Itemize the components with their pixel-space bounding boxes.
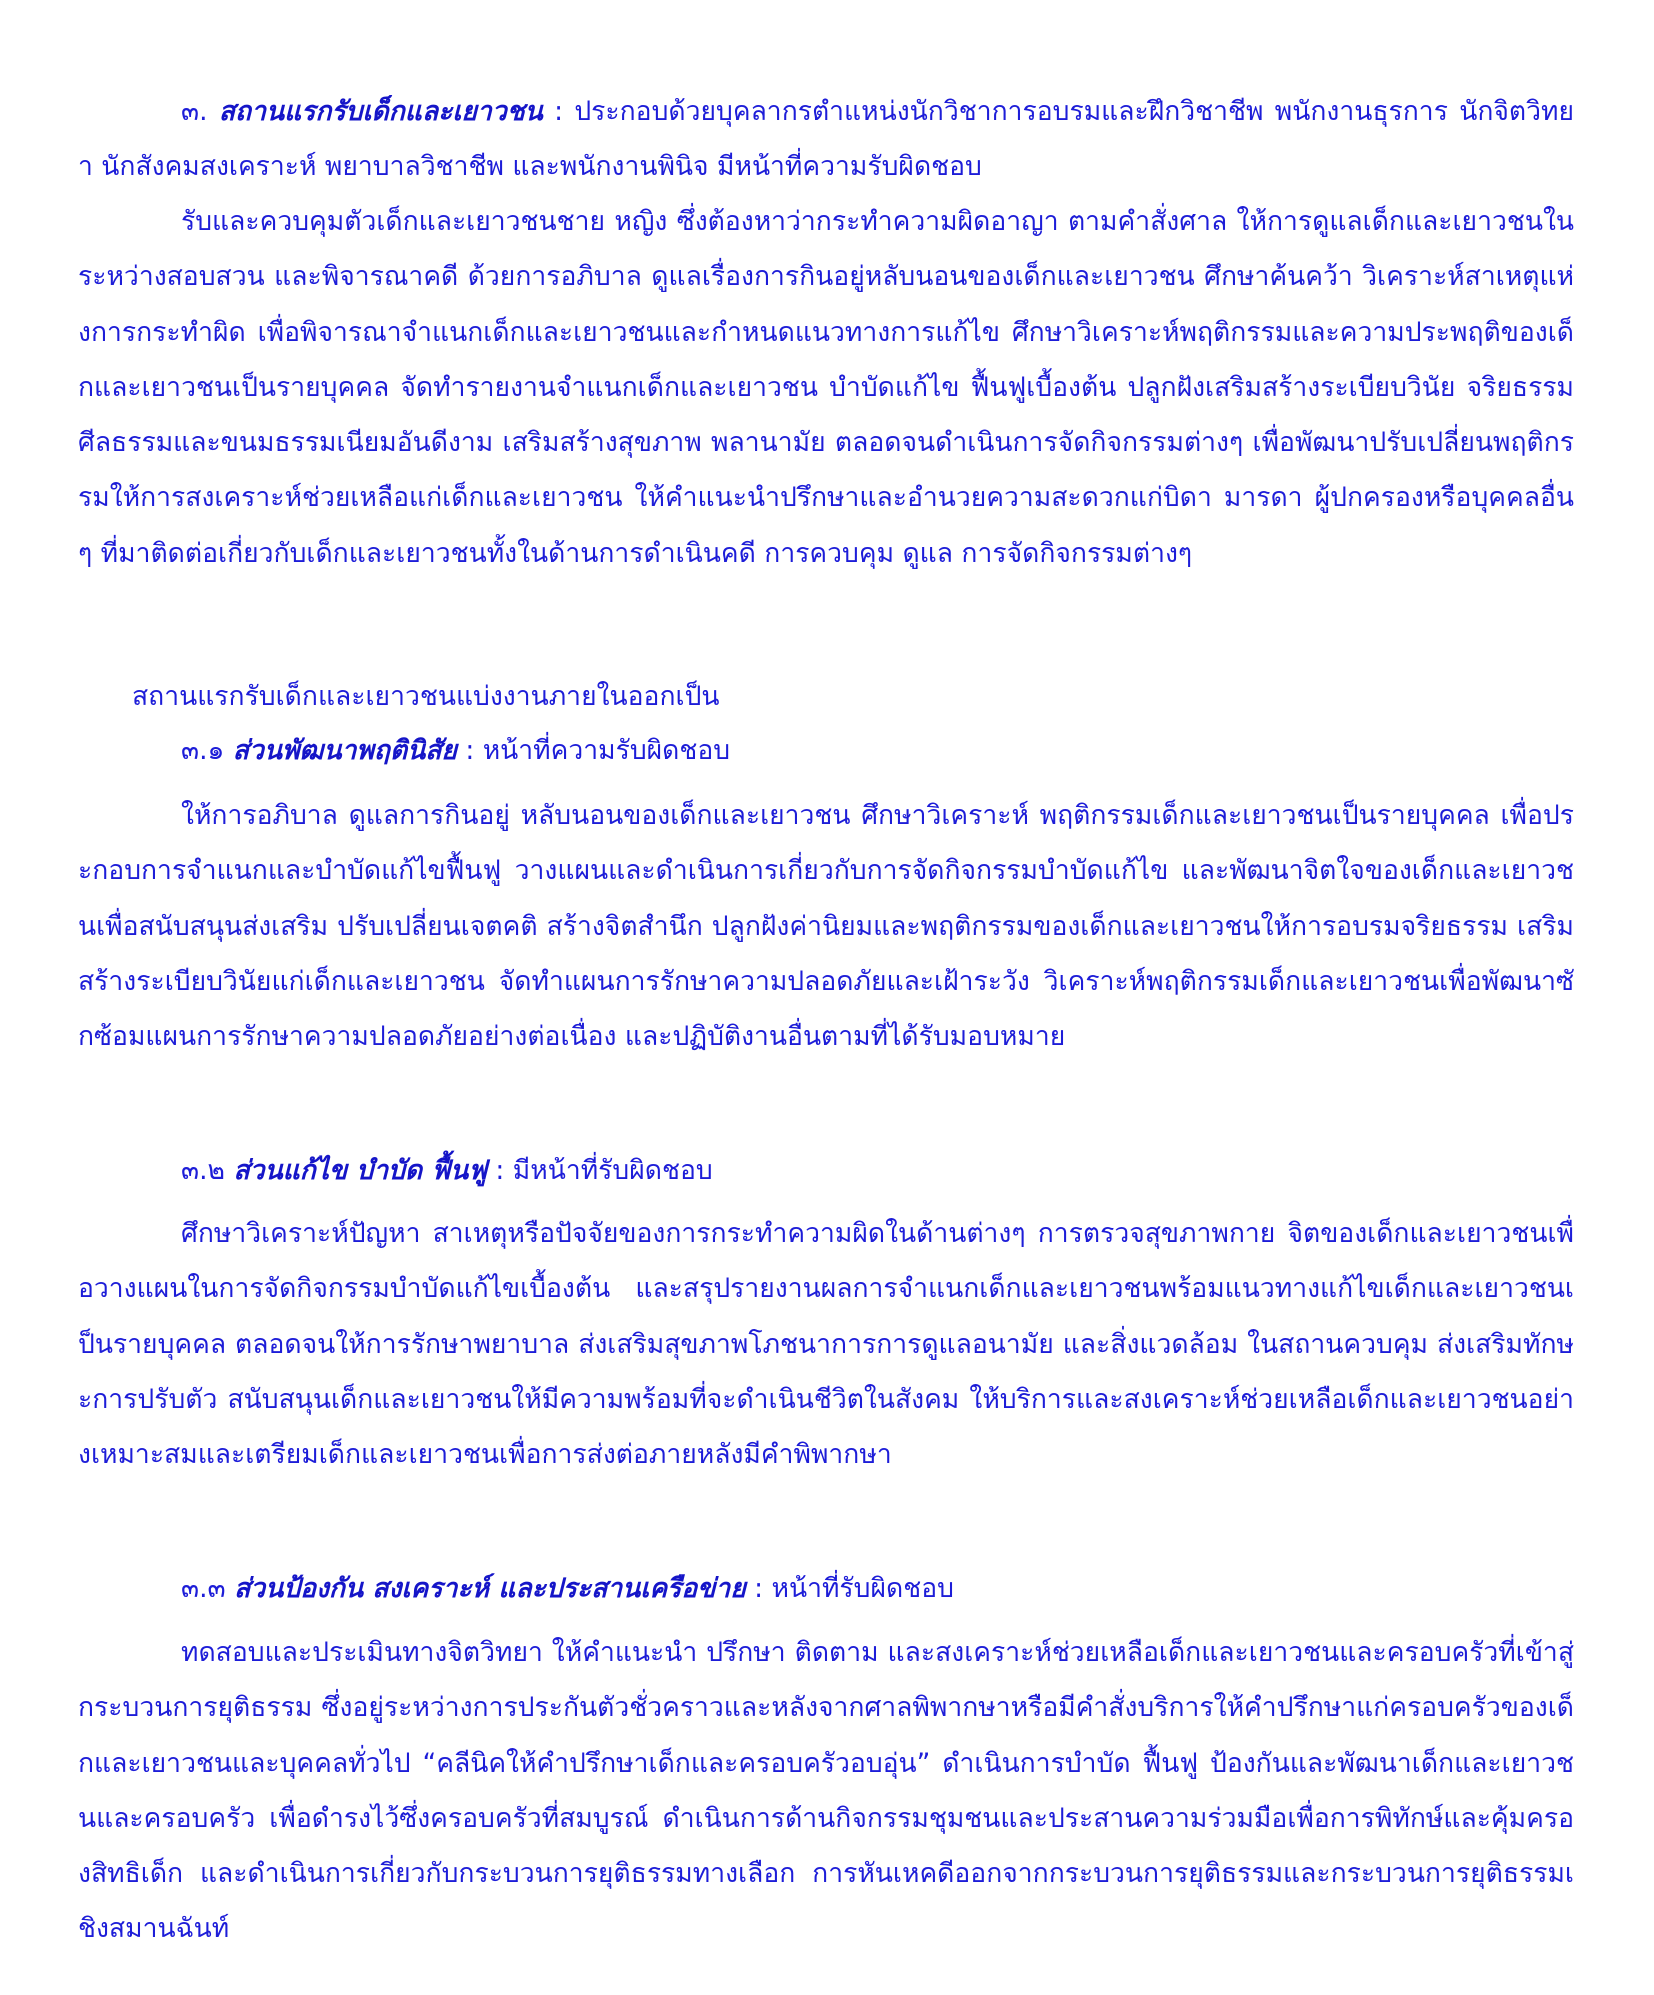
section-3-1-body: ให้การอภิบาล ดูแลการกินอยู่ หลับนอนของเด็กและเยาวชน ศึกษาวิเคราะห์ พฤติกรรมเด็กและเยาวชนเป็นรายบุคคล เพื่อประกอบการจำแนกและบำบัดแก้ไขฟื้นฟู วางแผนและดำเนินการเกี่ยวกับการจัดกิจกรรมบำบัดแก้ไข และพัฒนาจิตใจของเด็กและเยาวชนเพื่อสนับสนุนส่งเสริม ปรับเปลี่ยนเจตคติ สร้างจิตสำนึก ปลูกฝังค่านิยมและพฤติกรรมของเด็กและเยาวชนให้การอบรมจริยธรรม เสริมสร้างระเบียบวินัยแก่เด็กและเยาวชน จัดทำแผนการรักษาความปลอดภัยและเฝ้าระวัง วิเคราะห์พฤติกรรมเด็กและเยาวชนเพื่อพัฒนาซักซ้อมแผนการรักษาความปลอดภัยอย่างต่อเนื่อง และปฏิบัติงานอื่นตามที่ได้รับมอบหมาย: [78, 800, 1574, 1053]
section-3-2-description: : มีหน้าที่รับผิดชอบ: [487, 1155, 713, 1186]
section-3-1-title: ส่วนพัฒนาพฤตินิสัย: [232, 735, 457, 766]
section-3-body: รับและควบคุมตัวเด็กและเยาวชนชาย หญิง ซึ่งต้องหาว่ากระทำความผิดอาญา ตามคำสั่งศาล ให้การดูแลเด็กและเยาวชนในระหว่างสอบสวน และพิจารณาคดี ด้วยการอภิบาล ดูแลเรื่องการกินอยู่หลับนอนของเด็กและเยาวชน ศึกษาค้นคว้า วิเคราะห์สาเหตุแห่งการกระทำผิด เพื่อพิจารณาจำแนกเด็กและเยาวชนและกำหนดแนวทางการแก้ไข ศึกษาวิเคราะห์พฤติกรรมและความประพฤติของเด็กและเยาวชนเป็นรายบุคคล จัดทำรายงานจำแนกเด็กและเยาวชน บำบัดแก้ไข ฟื้นฟูเบื้องต้น ปลูกฝังเสริมสร้างระเบียบวินัย จริยธรรม ศีลธรรมและขนมธรรมเนียมอันดีงาม เสริมสร้างสุขภาพ พลานามัย ตลอดจนดำเนินการจัดกิจกรรมต่างๆ เพื่อพัฒนาปรับเปลี่ยนพฤติกรรมให้การสงเคราะห์ช่วยเหลือแก่เด็กและเยาวชน ให้คำแนะนำปรึกษาและอำนวยความสะดวกแก่บิดา มารดา ผู้ปกครองหรือบุคคลอื่นๆ ที่มาติดต่อเกี่ยวกับเด็กและเยาวชนทั้งในด้านการดำเนินคดี การควบคุม ดูแล การจัดกิจกรรมต่างๆ: [78, 206, 1574, 569]
section-3-3-body: ทดสอบและประเมินทางจิตวิทยา ให้คำแนะนำ ปรึกษา ติดตาม และสงเคราะห์ช่วยเหลือเด็กและเยาวชนและครอบครัวที่เข้าสู่กระบวนการยุติธรรม ซึ่งอยู่ระหว่างการประกันตัวชั่วคราวและหลังจากศาลพิพากษาหรือมีคำสั่งบริการให้คำปรึกษาแก่ครอบครัวของเด็กและเยาวชนและบุคคลทั่วไป “คลีนิคให้คำปรึกษาเด็กและครอบครัวอบอุ่น” ดำเนินการบำบัด ฟื้นฟู ป้องกันและพัฒนาเด็กและเยาวชนและครอบครัว เพื่อดำรงไว้ซึ่งครอบครัวที่สมบูรณ์ ดำเนินการด้านกิจกรรมชุมชนและประสานความร่วมมือเพื่อการพิทักษ์และคุ้มครองสิทธิเด็ก และดำเนินการเกี่ยวกับกระบวนการยุติธรรมทางเลือก การหันเหคดีออกจากกระบวนการยุติธรรมและกระบวนการยุติธรรมเชิงสมานฉันท์: [78, 1637, 1574, 1945]
section-3-heading-paragraph: [78, 84, 1574, 195]
section-3-2-title: ส่วนแก้ไข บำบัด ฟื้นฟู: [233, 1155, 487, 1186]
section-3-3-description: : หน้าที่รับผิดชอบ: [745, 1573, 954, 1604]
section-3-number: ๓.: [181, 96, 208, 127]
section-3-3-heading: [78, 1561, 1574, 1616]
section-3-title: สถานแรกรับเด็กและเยาวชน: [218, 96, 543, 127]
section-3-1-heading: [78, 723, 1574, 778]
division-intro: สถานแรกรับเด็กและเยาวชนแบ่งงานภายในออกเป็น: [132, 681, 720, 712]
section-3-2-heading: [78, 1143, 1574, 1198]
section-3-2-number: ๓.๒: [181, 1155, 234, 1186]
section-3-description: : ประกอบด้วยบุคลากรตำแหน่งนักวิชาการอบรมและฝึกวิชาชีพ พนักงานธุรการ นักจิตวิทยา นักสังคมสงเคราะห์ พยาบาลวิชาชีพ และพนักงานพินิจ มีหน้าที่ความรับผิดชอบ: [78, 96, 1574, 183]
section-3-1-description: : หน้าที่ความรับผิดชอบ: [456, 735, 731, 766]
section-3-2-body: ศึกษาวิเคราะห์ปัญหา สาเหตุหรือปัจจัยของการกระทำความผิดในด้านต่างๆ การตรวจสุขภาพกาย จิตของเด็กและเยาวชนเพื่อวางแผนในการจัดกิจกรรมบำบัดแก้ไขเบื้องต้น และสรุปรายงานผลการจำแนกเด็กและเยาวชนพร้อมแนวทางแก้ไขเด็กและเยาวชนเป็นรายบุคคล ตลอดจนให้การรักษาพยาบาล ส่งเสริมสุขภาพโภชนาการการดูแลอนามัย และสิ่งแวดล้อม ในสถานควบคุม ส่งเสริมทักษะการปรับตัว สนับสนุนเด็กและเยาวชนให้มีความพร้อมที่จะดำเนินชีวิตในสังคม ให้บริการและสงเคราะห์ช่วยเหลือเด็กและเยาวชนอย่างเหมาะสมและเตรียมเด็กและเยาวชนเพื่อการส่งต่อภายหลังมีคำพิพากษา: [78, 1218, 1574, 1471]
section-3-3-title: ส่วนป้องกัน สงเคราะห์ และประสานเครือข่าย: [234, 1573, 746, 1604]
section-3-1-number: ๓.๑: [181, 735, 233, 766]
section-3-3-number: ๓.๓: [181, 1573, 235, 1604]
